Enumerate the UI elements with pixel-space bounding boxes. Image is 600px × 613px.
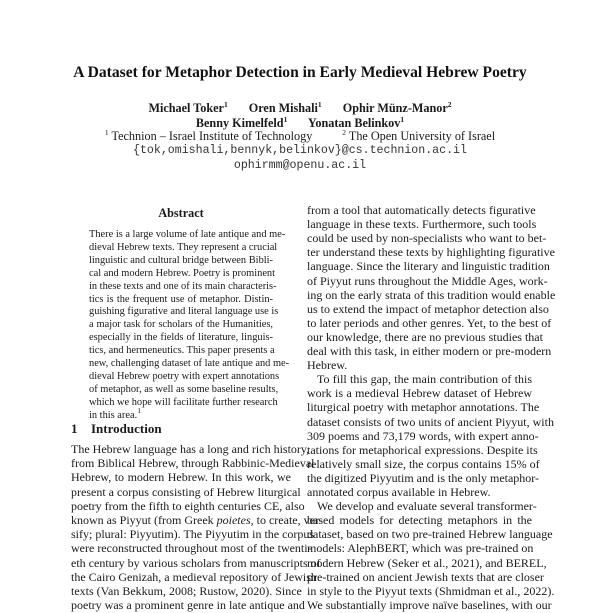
affiliation-mark: 1 — [104, 128, 109, 137]
text-line: present a corpus consisting of Hebrew liturgical — [71, 484, 301, 499]
text-line: annotated corpus available in Hebrew. — [307, 485, 491, 499]
author-name: Oren Mishali — [248, 101, 318, 115]
text-line: tations for metaphorical expressions. Despite its — [307, 442, 538, 457]
affiliation-mark: 1 — [283, 115, 288, 124]
affiliation-name: The Open University of Israel — [348, 129, 496, 143]
authors-line-1 — [0, 101, 600, 116]
paper-title: A Dataset for Metaphor Detection in Early Medieval Hebrew Poetry — [73, 64, 527, 81]
text-line: pre-trained on ancient Jewish texts that are closer — [307, 569, 544, 584]
text-line: dieval Hebrew poetry with expert annotations — [89, 370, 280, 382]
text-line: us to extend the impact of metaphor detection also — [307, 301, 549, 316]
text-line: cal and modern Hebrew. Poetry is prominent — [89, 267, 276, 279]
text-line: Hebrew, to modern Hebrew. In this work, we — [71, 470, 291, 485]
text-line: relatively small size, the corpus contains 15% of — [307, 456, 540, 471]
text-line: ter understand these texts by highlighting figurative — [307, 245, 555, 260]
text-line: guishing figurative and literal language use is — [89, 306, 279, 318]
text-line: our knowledge, there are no previous studies that — [307, 329, 543, 344]
text-line: modern Hebrew (Seker et al., 2021), and BEREL, — [307, 555, 547, 570]
text-line: in this area.$^1$ — [89, 405, 141, 421]
text-line: to later periods and other genres. Yet, to the best of — [307, 315, 552, 330]
affiliation-name: Technion – Israel Institute of Technology — [111, 129, 313, 143]
affiliations — [0, 129, 600, 144]
author-name: Michael Toker — [148, 101, 224, 115]
text-line: of metaphor, as well as some baseline results, — [89, 383, 279, 395]
italic-term: poietes — [216, 513, 251, 527]
affiliation-mark: 2 — [342, 128, 347, 137]
text-line: sify; plural: Piyyutim). The Piyyutim in the corpus — [71, 527, 315, 542]
text-line: the Cairo Genizah, a medieval repository of Jewish — [71, 569, 317, 584]
text-line: To fill this gap, the main contribution of this — [317, 372, 532, 387]
section-title: Introduction — [91, 421, 162, 436]
text-line: There is a large volume of late antique and me- — [89, 229, 286, 240]
text-line: tics, and hermeneutics. This paper presents a — [89, 345, 275, 357]
text-line: were reconstructed throughout most of the twenti- — [71, 541, 312, 556]
text-line: a major task for scholars of the Humanities, — [89, 319, 273, 331]
text-line: models: AlephBERT, which was pre-trained on — [307, 541, 534, 556]
text-line: 309 poems and 73,179 words, with expert anno- — [307, 428, 539, 443]
footnote-mark: 1 — [137, 405, 141, 415]
text-line: based models for detecting metaphors in the — [307, 513, 532, 528]
affiliation-mark: 2 — [447, 100, 452, 109]
section-heading-introduction — [71, 421, 162, 437]
text-line: liturgical poetry with metaphor annotations. The — [307, 400, 540, 415]
text-line: ing on the early strata of this tradition would enable — [307, 287, 556, 302]
affiliation-mark: 1 — [223, 100, 228, 109]
text-line: of Piyyut runs throughout the Middle Ages, work- — [307, 273, 548, 288]
text-line: We develop and evaluate several transformer- — [317, 499, 537, 514]
author-name: Ophir Münz-Manor — [342, 101, 448, 115]
text-line: new, challenging dataset of late antique and me- — [89, 358, 290, 369]
text-line: from a tool that automatically detects figurative — [307, 203, 536, 217]
email-line-1: {tok,omishali,bennyk,belinkov}@cs.technion.ac.il — [133, 144, 467, 157]
text-line: language. Since the literary and linguistic tradition — [307, 259, 550, 274]
text-line: work is a medieval Hebrew dataset of Hebrew — [307, 386, 532, 401]
text-line: tics is the frequent use of metaphor. Distin- — [89, 293, 273, 305]
text-line: especially in the fields of literature, linguis- — [89, 332, 273, 344]
text-line: dataset, based on two pre-trained Hebrew language — [307, 527, 553, 542]
email-line-2: ophirmm@openu.ac.il — [233, 159, 367, 172]
abstract-heading: Abstract — [158, 206, 204, 220]
text-line: which we hope will facilitate further research — [89, 396, 278, 408]
text-line: language in these texts. Furthermore, such tools — [307, 217, 537, 232]
text-line: dieval Hebrew texts. They represent a crucial — [89, 241, 278, 253]
text-line: We substantially improve naïve baselines, with our — [307, 597, 552, 612]
text-line: The Hebrew language has a long and rich history, — [71, 442, 310, 456]
affiliation-mark: 1 — [400, 115, 405, 124]
text-line: linguistic and cultural bridge between Bibli- — [89, 254, 273, 266]
text-line: poetry was a prominent genre in late antique and — [71, 598, 305, 613]
text-line: in style to the Piyyut texts (Shmidman et al., 2022). — [307, 583, 555, 598]
text-line: the digitized Piyyutim and is the only metaphor- — [307, 470, 540, 485]
text-line: deal with this task, in either modern or pre-modern — [307, 344, 552, 358]
text-line: dataset consists of two units of ancient Piyyut, with — [307, 414, 554, 429]
text-line: eth century by various scholars from manuscripts of — [71, 555, 321, 570]
text-line: texts (Van Bekkum, 2008; Rustow, 2020). Since — [71, 584, 302, 598]
text-line: in these texts and one of its main characteris- — [89, 280, 277, 292]
section-number: 1 — [71, 421, 78, 436]
text-line: could be used by non-specialists who want to bet- — [307, 231, 547, 246]
author-name: Yonatan Belinkov — [307, 116, 401, 130]
author-name: Benny Kimelfeld — [195, 116, 284, 130]
affiliation-mark: 1 — [317, 100, 322, 109]
text-line: known as Piyyut (from Greek poietes, to create, ver- — [71, 513, 323, 527]
text-line: from Biblical Hebrew, through Rabbinic-Medieval — [71, 456, 315, 471]
text-line: poetry from the fifth to eighth centuries CE, also — [71, 498, 305, 513]
text-line: Hebrew. — [307, 358, 348, 373]
